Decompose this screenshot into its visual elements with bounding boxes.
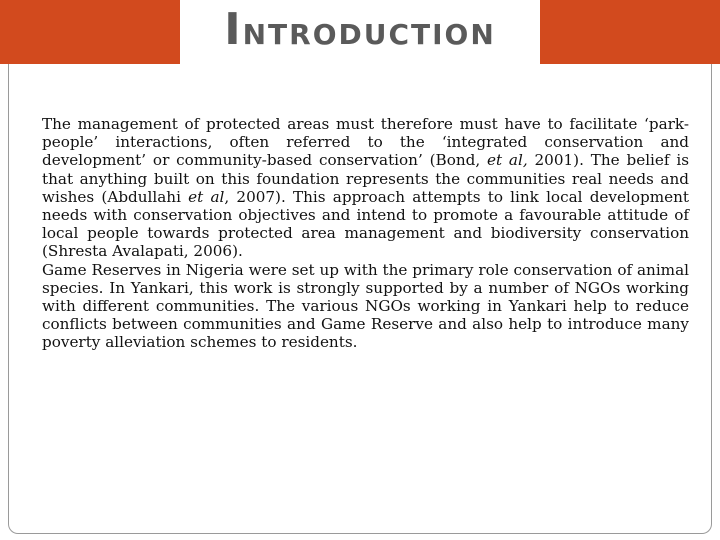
paragraph-1-part-1: The management of protected areas must therefore must have to facilitate ‘park-people’ interactions, often referred to the ‘integrated conservation and development’ or community-based conservation’ (Bond, (42, 115, 689, 170)
paragraph-1-part-2: 2001). The belief is that anything built on this foundation represents the communities real needs and wishes (Abdullahi (42, 151, 689, 206)
body-text (42, 115, 689, 352)
slide-title (224, 6, 496, 59)
title-box (180, 0, 540, 64)
paragraph-1-part-3: , 2007). This approach attempts to link local development needs with conservation objectives and intend to promote a favourable attitude of local people towards protected area management and biodiversity conservation (Shresta Avalapati, 2006). (42, 187, 689, 261)
paragraph-1-italic-1: et al, (487, 151, 528, 170)
paragraph-1-italic-2: et al (188, 187, 225, 206)
slide-title-initial: I (224, 4, 243, 55)
slide-title-rest: NTRODUCTION (242, 18, 496, 51)
paragraph-1 (42, 115, 689, 261)
paragraph-2: Game Reserves in Nigeria were set up with the primary role conservation of animal species. In Yankari, this work is strongly supported by a number of NGOs working with different communities. The various NGOs working in Yankari help to reduce conflicts between communities and Game Reserve and also help to introduce many poverty alleviation schemes to residents. (42, 260, 689, 352)
